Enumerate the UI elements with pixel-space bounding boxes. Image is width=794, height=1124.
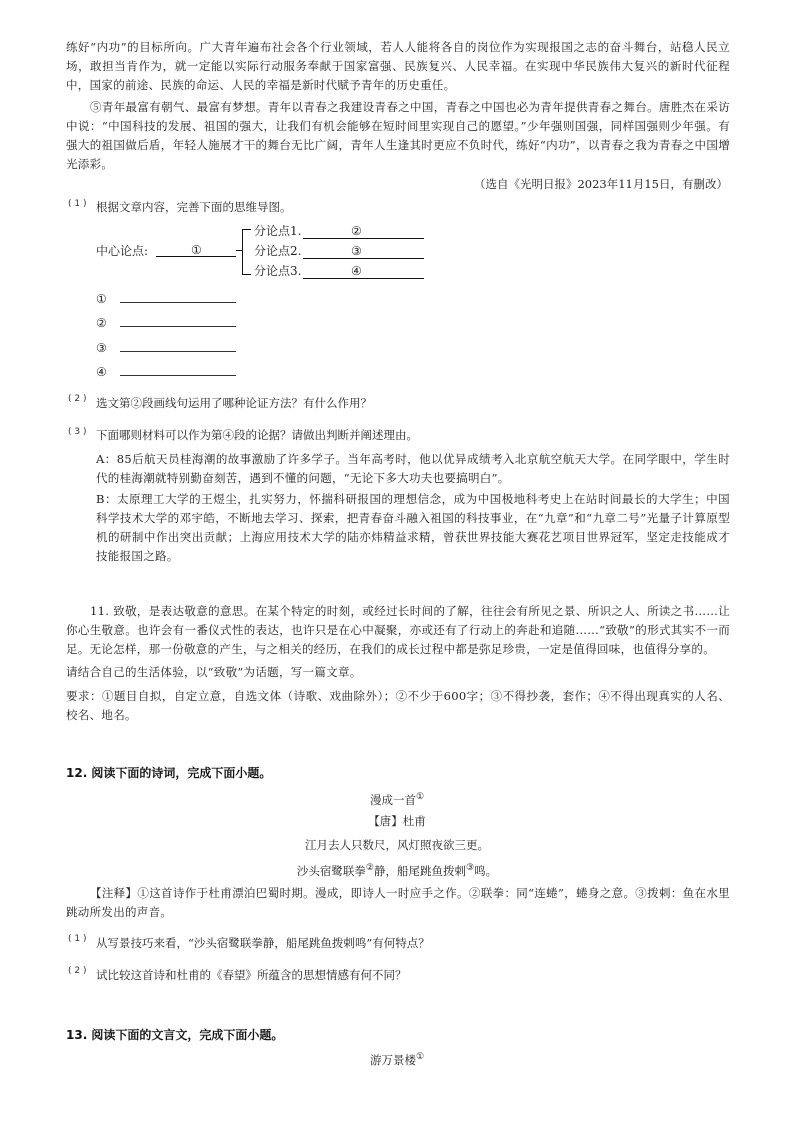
poem-line-1: 江月去人只数尺，风灯照夜欲三更。 bbox=[305, 838, 489, 852]
sub-point-2-mark: ③ bbox=[351, 244, 362, 258]
sub-point-2-label: 分论点2. bbox=[254, 244, 302, 258]
center-thesis-mark: ① bbox=[191, 243, 202, 257]
q12-heading: 12. 阅读下面的诗词，完成下面小题。 bbox=[66, 766, 272, 780]
q12-sub2-number: ( 2 ) bbox=[68, 966, 87, 976]
answer-label-2: ② bbox=[96, 316, 107, 330]
footnote-mark-2: ② bbox=[365, 863, 374, 873]
poem-line-2 bbox=[0, 859, 794, 881]
q10-sub3-text: 下面哪则材料可以作为第④段的论据？请做出判断并阐述理由。 bbox=[96, 428, 418, 442]
material-option-a: A：85后航天员桂海潮的故事激励了许多学子。当年高考时，他以优异成绩考入北京航空航天大学。在同学眼中，学生时代的桂海潮就特别勤奋刻苦，遇到不懂的问题，“无论下多大功夫也要搞明白”。 bbox=[96, 452, 730, 485]
mind-map-bracket bbox=[242, 229, 251, 275]
q13-title bbox=[0, 1048, 794, 1070]
q12-sub1-text: 从写景技巧来看，“沙头宿鹭联拳静，船尾跳鱼拨剌鸣”有何特点？ bbox=[96, 936, 430, 950]
sub-point-1-label: 分论点1. bbox=[254, 224, 302, 238]
q11-instruction: 请结合自己的生活体验，以“致敬”为话题，写一篇文章。 bbox=[66, 665, 362, 679]
passage-paragraph-1: 练好“内功”的目标所向。广大青年遍布社会各个行业领域，若人人能将各自的岗位作为实现报国之志的奋斗舞台，站稳人民立场，敢担当肯作为，就一定能以实际行动服务奉献于国家富强、民族复兴、人民幸福。在实现中华民族伟大复兴的新时代征程中，国家的前途、民族的命运、人民的幸福是新时代赋予青年的历史重任。 bbox=[66, 40, 730, 92]
sub-point-3-mark: ④ bbox=[351, 264, 362, 278]
q10-sub2-number: ( 2 ) bbox=[68, 394, 87, 404]
poem-line-2-part-a: 沙头宿鹭联拳 bbox=[296, 863, 366, 878]
q10-sub3-number: ( 3 ) bbox=[68, 427, 87, 437]
poem-title bbox=[0, 788, 794, 810]
answer-label-3: ③ bbox=[96, 341, 107, 355]
sub-point-1-blank[interactable] bbox=[303, 238, 424, 239]
q13-heading: 13. 阅读下面的文言文，完成下面小题。 bbox=[66, 1028, 284, 1042]
poem-line-2-part-b: 静，船尾跳鱼拨剌 bbox=[374, 863, 466, 878]
poem-title-text: 漫成一首 bbox=[369, 792, 416, 807]
poem-annotation: 【注释】①这首诗作于杜甫漂泊巴蜀时期。漫成，即诗人一时应手之作。②联拳：同“连蜷”，蜷身之意。③拨剌：鱼在水里跳动所发出的声音。 bbox=[66, 886, 730, 919]
footnote-mark-3: ③ bbox=[466, 863, 475, 873]
answer-line-1[interactable] bbox=[120, 302, 236, 303]
q13-title-footnote: ① bbox=[415, 1052, 425, 1062]
q10-sub1-number: ( 1 ) bbox=[68, 199, 87, 209]
poem-title-footnote: ① bbox=[415, 792, 425, 802]
sub-point-2-blank[interactable] bbox=[303, 258, 424, 259]
bracket-connector bbox=[236, 250, 242, 251]
q12-sub1-number: ( 1 ) bbox=[68, 934, 87, 944]
poem-line-2-part-c: 鸣。 bbox=[474, 863, 498, 878]
answer-line-3[interactable] bbox=[120, 351, 236, 352]
q11-requirements: 要求：①题目自拟，自定立意，自选文体（诗歌、戏曲除外）；②不少于600字；③不得抄袭，套作；④不得出现真实的人名、校名、地名。 bbox=[66, 689, 730, 722]
passage-paragraph-5: ⑤青年最富有朝气、最富有梦想。青年以青春之我建设青春之中国，青春之中国也必为青年提供青春之舞台。唐胜杰在采访中说：“中国科技的发展、祖国的强大，让我们有机会能够在短时间里实现自己的愿望。”少年强则国强，同样国强则少年强。有强大的祖国做后盾，年轻人施展才干的舞台无比广阔，青年人生逢其时更应不负时代，练好“内功”，以青春之我为青春之中国增光添彩。 bbox=[66, 100, 730, 171]
q11-prompt-text: 11. 致敬，是表达敬意的意思。在某个特定的时刻，或经过长时间的了解，往往会有所见之景、所识之人、所读之书……让你心生敬意。也许会有一番仪式性的表达，也许只是在心中凝聚，亦或还有了行动上的奔赴和追随……“致敬”的形式其实不一而足。无论怎样，那一份敬意的产生，与之相关的经历，在我们的成长过程中都是弥足珍贵，一定是值得回味，也值得分享的。 bbox=[66, 604, 730, 656]
sub-point-3-label: 分论点3. bbox=[254, 264, 302, 278]
source-citation: （选自《光明日报》2023年11月15日，有删改） bbox=[473, 177, 728, 191]
answer-line-4[interactable] bbox=[120, 375, 236, 376]
poem-author: 【唐】杜甫 bbox=[368, 814, 426, 828]
sub-point-1-mark: ② bbox=[351, 224, 362, 238]
center-thesis-label: 中心论点: bbox=[96, 244, 149, 258]
answer-line-2[interactable] bbox=[120, 326, 236, 327]
q13-title-text: 游万景楼 bbox=[369, 1052, 416, 1067]
q12-sub2-text: 试比较这首诗和杜甫的《春望》所蕴含的思想情感有何不同？ bbox=[96, 968, 407, 982]
q10-sub2-text: 选文第②段画线句运用了哪种论证方法？有什么作用？ bbox=[96, 396, 372, 410]
answer-label-1: ① bbox=[96, 292, 107, 306]
answer-label-4: ④ bbox=[96, 365, 107, 379]
material-option-b: B：太原理工大学的王煜尘，扎实努力，怀揣科研报国的理想信念，成为中国极地科考史上在站时间最长的大学生；中国科学技术大学的邓宇皓，不断地去学习、探索，把青春奋斗融入祖国的科技事业，在“九章”和“九章二号”光量子计算原型机的研制中作出突出贡献；上海应用技术大学的陆亦炜精益求精，曾获世界技能大赛花艺项目世界冠军，坚定走技能成才技能报国之路。 bbox=[96, 492, 730, 563]
sub-point-3-blank[interactable] bbox=[303, 278, 424, 279]
q10-sub1-text: 根据文章内容，完善下面的思维导图。 bbox=[96, 200, 292, 214]
